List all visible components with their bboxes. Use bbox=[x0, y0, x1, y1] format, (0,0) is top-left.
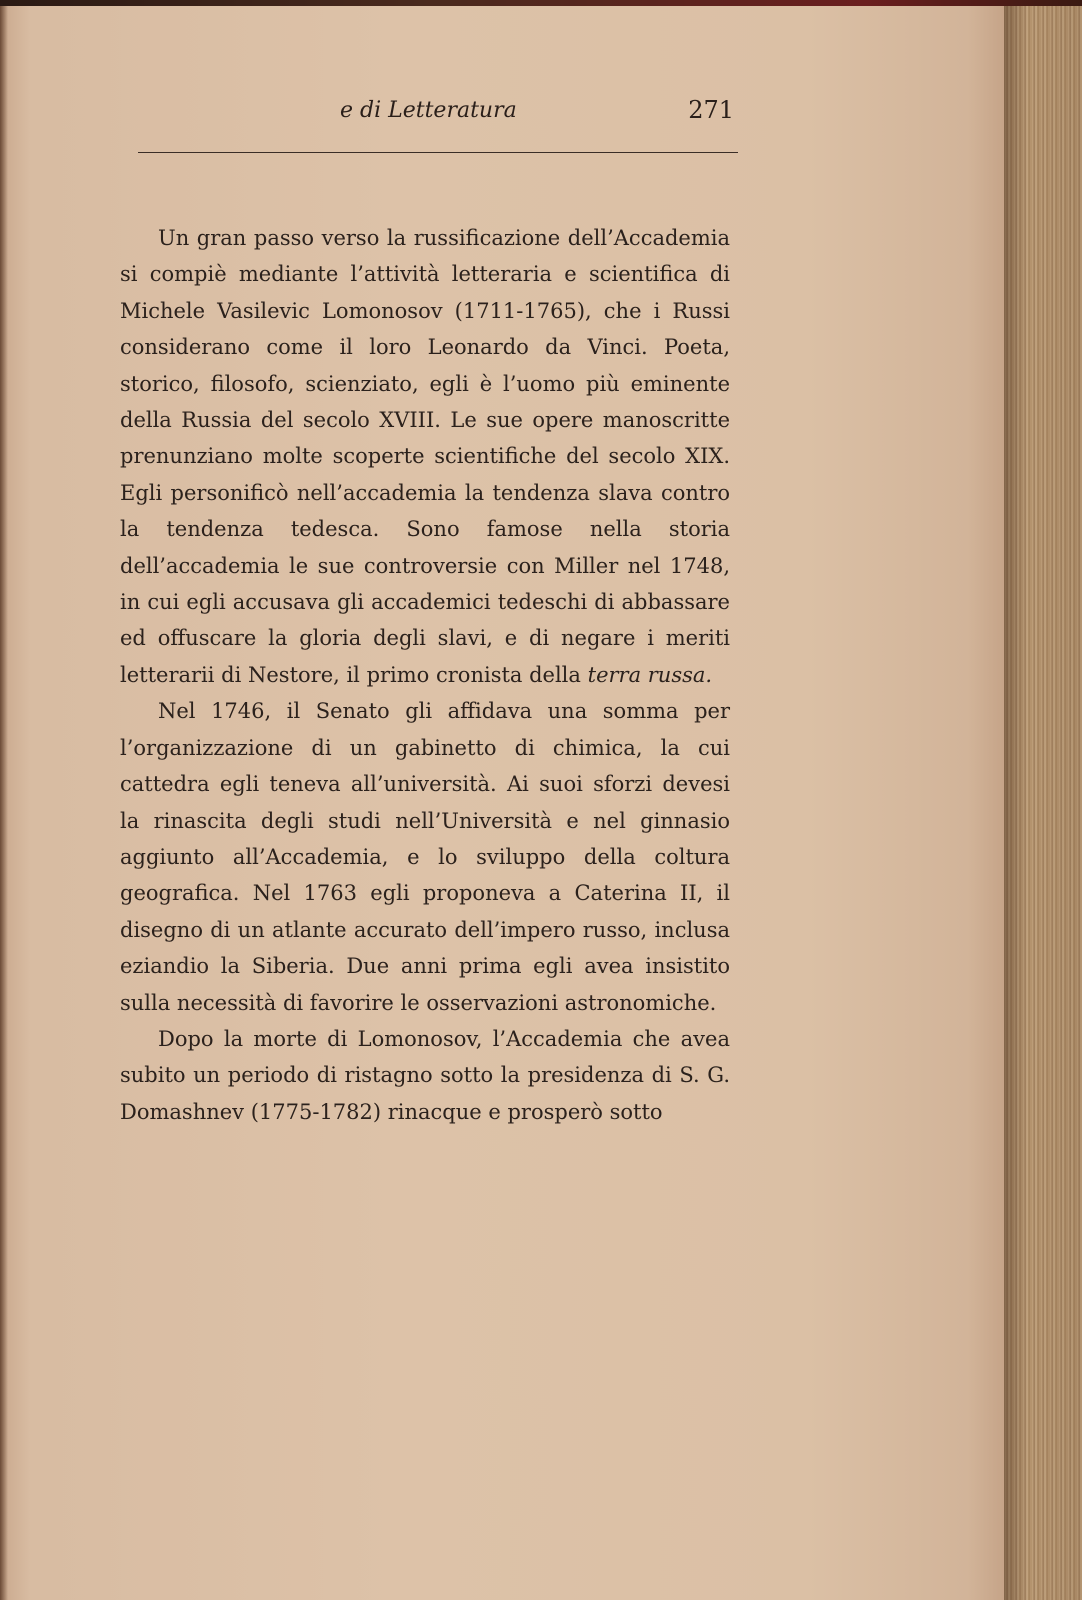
paragraph-1-italic: terra russa. bbox=[587, 662, 713, 687]
page-number: 271 bbox=[688, 96, 734, 124]
paragraph-3: Dopo la morte di Lomonosov, l’Accademia che avea subito un periodo di ristagno sotto la presidenza di S. G. Domashnev (1775-1782) rinacque e prosperò sotto bbox=[120, 1026, 730, 1124]
page-edges-shade bbox=[1004, 6, 1082, 1600]
paragraph-1 bbox=[120, 220, 730, 693]
header-rule bbox=[138, 152, 738, 153]
running-header bbox=[118, 92, 738, 132]
running-title: e di Letteratura bbox=[340, 98, 517, 123]
paragraph-1-text: Un gran passo verso la russificazione dell’Accademia si compiè mediante l’attività letteraria e scientifica di Michele Vasilevic Lomonosov (1711-1765), che i Russi considerano come il loro Leonardo da Vinci. Poeta, storico, filosofo, scienziato, egli è l’uomo più eminente della Russia del secolo XVIII. Le sue opere manoscritte prenunziano molte scoperte scientifiche del secolo XIX. Egli personificò nell’accademia la tendenza slava contro la tendenza tedesca. Sono famose nella storia dell’accademia le sue controversie con Miller nel 1748, in cui egli accusava gli accademici tedeschi di abbassare ed offuscare la gloria degli slavi, e di negare i meriti letterarii di Nestore, il primo cronista della bbox=[120, 226, 730, 687]
binding-shadow bbox=[0, 6, 8, 1600]
paragraph-2: Nel 1746, il Senato gli affidava una somma per l’organizzazione di un gabinetto di chimica, la cui cattedra egli teneva all’università. Ai suoi sforzi devesi la rinascita degli studi nell’Università e nel ginnasio aggiunto all’Accademia, e lo sviluppo della coltura geografica. Nel 1763 egli proponeva a Caterina II, il disegno di un atlante accurato dell’impero russo, inclusa eziandio la Siberia. Due anni prima egli avea insistito sulla necessità di favorire le osservazioni astronomiche. bbox=[120, 699, 730, 1015]
body-text bbox=[120, 220, 730, 1130]
